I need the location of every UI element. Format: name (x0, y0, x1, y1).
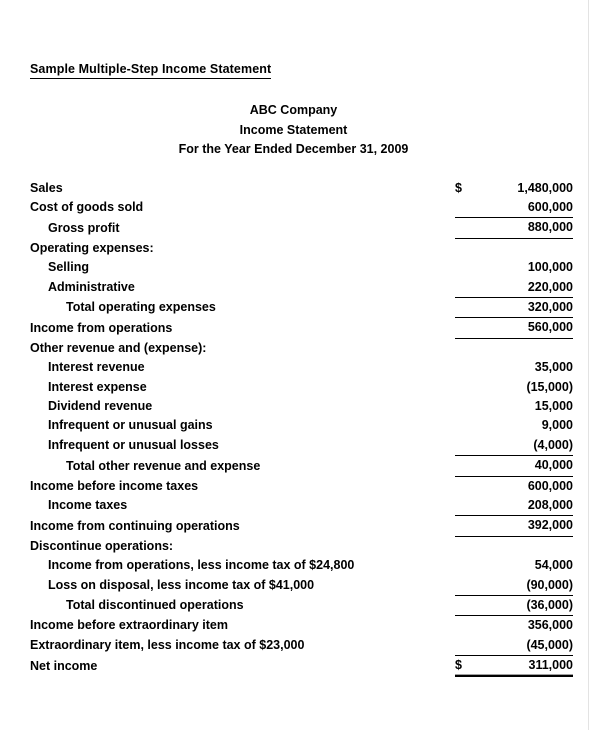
table-row (30, 556, 573, 575)
line-item-label: Extraordinary item, less income tax of $23,000 (30, 638, 305, 653)
currency-symbol (455, 595, 483, 615)
statement-heading (30, 101, 573, 160)
table-row (30, 238, 573, 258)
line-item-label: Income before income taxes (30, 478, 199, 493)
statement-period: For the Year Ended December 31, 2009 (178, 142, 409, 156)
line-item-amount: 880,000 (483, 218, 573, 238)
table-row (30, 636, 573, 656)
currency-symbol (455, 358, 483, 377)
line-item-label: Net income (30, 658, 98, 673)
line-item-amount: 40,000 (483, 456, 573, 476)
line-item-label: Income from operations, less income tax of $24,800 (48, 558, 355, 573)
income-statement-table (30, 179, 573, 677)
line-item-label: Total other revenue and expense (66, 458, 261, 473)
line-item-amount: 54,000 (534, 558, 573, 573)
currency-symbol (455, 397, 483, 416)
line-item-amount: (90,000) (483, 576, 573, 596)
line-item-label: Dividend revenue (48, 398, 153, 413)
table-row (30, 397, 573, 416)
line-item-amount: (15,000) (526, 379, 573, 394)
line-item-label: Administrative (48, 280, 135, 295)
table-row (30, 318, 573, 338)
table-row (30, 378, 573, 397)
table-row (30, 258, 573, 277)
table-row (30, 358, 573, 377)
table-row (30, 476, 573, 496)
table-row (30, 416, 573, 435)
line-item-amount (483, 238, 573, 258)
currency-symbol (455, 576, 483, 596)
page-title: Sample Multiple-Step Income Statement (30, 62, 271, 79)
company-name: ABC Company (249, 103, 338, 117)
line-item-label: Income taxes (48, 498, 128, 513)
line-item-label: Income from operations (30, 320, 173, 335)
line-item-label: Infrequent or unusual gains (48, 418, 213, 433)
line-item-label: Total operating expenses (66, 300, 216, 315)
line-item-amount: 1,480,000 (517, 180, 573, 195)
line-item-amount: 100,000 (527, 260, 573, 275)
table-row (30, 616, 573, 636)
line-item-amount: (36,000) (483, 595, 573, 615)
currency-symbol (455, 297, 483, 317)
line-item-amount: 311,000 (483, 656, 573, 676)
line-item-label: Gross profit (48, 220, 120, 235)
statement-name: Income Statement (239, 122, 348, 137)
currency-symbol (455, 198, 483, 218)
table-row (30, 218, 573, 238)
line-item-label: Income before extraordinary item (30, 618, 228, 633)
currency-symbol (455, 636, 483, 656)
line-item-amount: 560,000 (483, 318, 573, 338)
line-item-label: Cost of goods sold (30, 200, 144, 215)
table-row (30, 198, 573, 218)
line-item-amount: (45,000) (526, 637, 573, 652)
table-row (30, 496, 573, 516)
table-row (30, 576, 573, 596)
table-row (30, 278, 573, 298)
line-item-amount (483, 536, 573, 556)
line-item-amount: 35,000 (534, 360, 573, 375)
table-row (30, 516, 573, 536)
table-row (30, 456, 573, 476)
table-row (30, 436, 573, 456)
currency-symbol: $ (455, 180, 462, 195)
currency-symbol (455, 536, 483, 556)
table-row (30, 595, 573, 615)
line-item-amount: 600,000 (527, 478, 573, 493)
line-item-amount: 220,000 (483, 278, 573, 298)
currency-symbol (455, 378, 483, 397)
line-item-label: Interest expense (48, 379, 147, 394)
line-item-amount: 208,000 (483, 496, 573, 516)
line-item-amount: 320,000 (483, 297, 573, 317)
currency-symbol (455, 258, 483, 277)
line-item-amount: 356,000 (527, 618, 573, 633)
line-item-amount (483, 338, 573, 358)
currency-symbol (455, 338, 483, 358)
line-item-label: Loss on disposal, less income tax of $41,000 (48, 578, 315, 593)
currency-symbol (455, 496, 483, 516)
table-row (30, 656, 573, 676)
currency-symbol (455, 556, 483, 575)
line-item-label: Infrequent or unusual losses (48, 438, 219, 453)
line-item-amount: 392,000 (483, 516, 573, 536)
currency-symbol: $ (455, 656, 483, 676)
currency-symbol (455, 318, 483, 338)
currency-symbol (455, 416, 483, 435)
line-item-label: Sales (30, 180, 63, 195)
currency-symbol (455, 218, 483, 238)
currency-symbol (455, 516, 483, 536)
line-item-label: Operating expenses: (30, 240, 154, 255)
currency-symbol (455, 616, 483, 636)
currency-symbol (455, 278, 483, 298)
line-item-amount: 9,000 (541, 418, 573, 433)
page-edge-line (588, 0, 589, 730)
line-item-label: Interest revenue (48, 360, 145, 375)
line-item-amount: 600,000 (483, 198, 573, 218)
line-item-amount: (4,000) (483, 436, 573, 456)
table-row (30, 338, 573, 358)
line-item-label: Income from continuing operations (30, 518, 240, 533)
table-row (30, 536, 573, 556)
currency-symbol (455, 238, 483, 258)
table-row (30, 179, 573, 198)
table-row (30, 297, 573, 317)
line-item-label: Discontinue operations: (30, 538, 174, 553)
currency-symbol (455, 476, 483, 496)
line-item-label: Selling (48, 260, 89, 275)
income-statement-body (30, 179, 573, 677)
line-item-label: Total discontinued operations (66, 598, 244, 613)
currency-symbol (455, 436, 483, 456)
currency-symbol (455, 456, 483, 476)
line-item-label: Other revenue and (expense): (30, 340, 207, 355)
line-item-amount: 15,000 (534, 398, 573, 413)
